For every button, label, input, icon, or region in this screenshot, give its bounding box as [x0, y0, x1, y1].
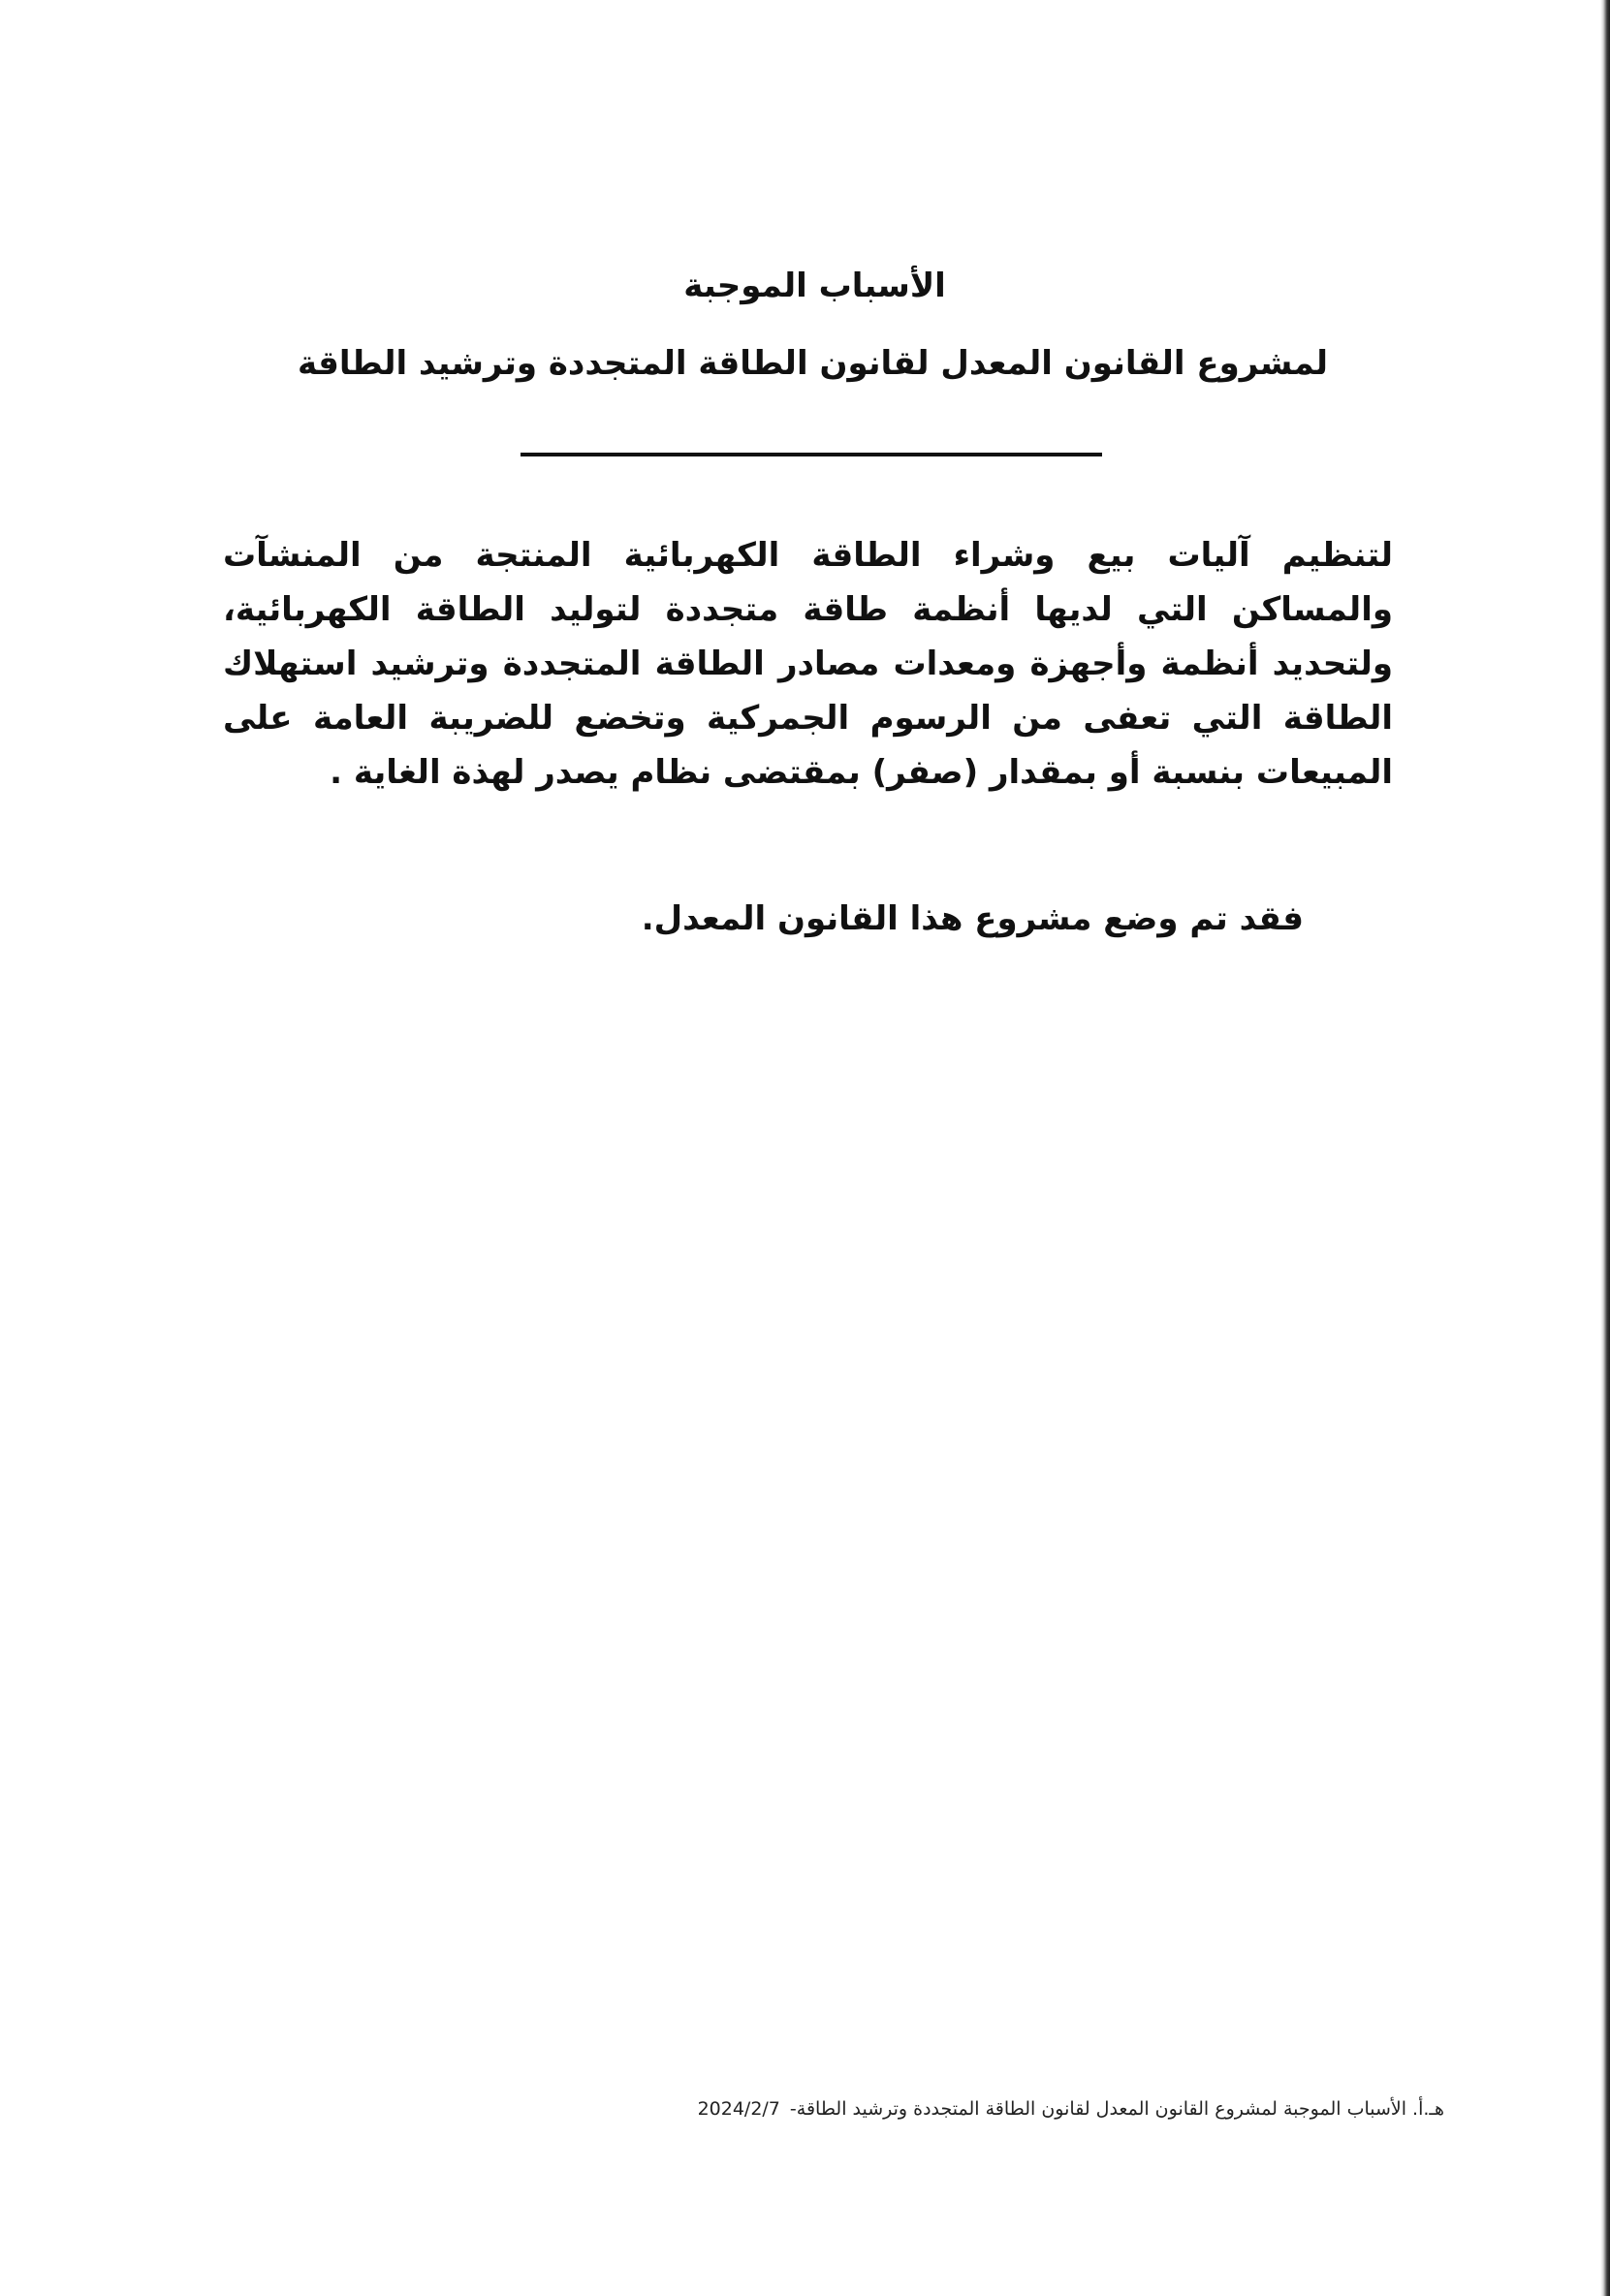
footer-reference: هـ.أ. الأسباب الموجبة لمشروع القانون المعدل لقانون الطاقة المتجددة وترشيد الطاقة-: [789, 2098, 1444, 2120]
document-subheading: لمشروع القانون المعدل لقانون الطاقة المتجددة وترشيد الطاقة: [297, 344, 1329, 383]
footer-date: 2024/2/7: [697, 2098, 780, 2120]
page-footer: [640, 2096, 1444, 2122]
document-heading: الأسباب الموجبة: [683, 267, 946, 305]
heading-divider: [521, 453, 1102, 456]
closing-statement: فقد تم وضع مشروع هذا القانون المعدل.: [641, 899, 1304, 938]
body-paragraph: لتنظيم آليات بيع وشراء الطاقة الكهربائية المنتجة من المنشآت والمساكن التي لديها أنظمة طاقة متجددة لتوليد الطاقة الكهربائية، ولتحديد أنظمة وأجهزة ومعدات مصادر الطاقة المتجددة وترشيد استهلاك الطاقة التي تعفى من الرسوم الجمركية وتخضع للضريبة العامة على المبيعات بنسبة أو بمقدار (صفر) بمقتضى نظام يصدر لهذة الغاية .: [223, 536, 1393, 792]
